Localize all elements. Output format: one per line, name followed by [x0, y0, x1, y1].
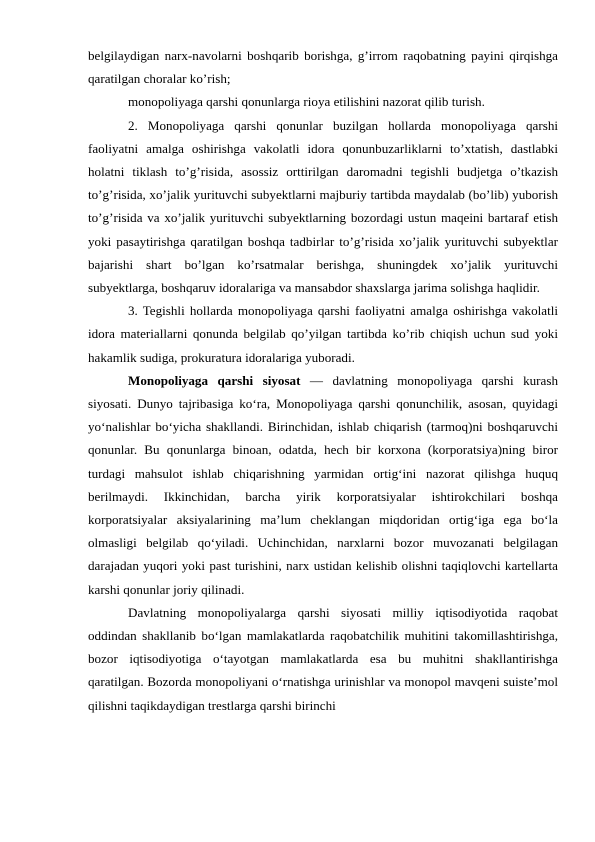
term-antimonopoly-policy: Monopoliyaga qarshi siyosat: [128, 372, 301, 388]
paragraph-antimonopoly-policy: [88, 369, 558, 601]
document-page: [88, 44, 558, 717]
paragraph-point-3: 3. Tegishli hollarda monopoliyaga qarshi faoliyatni amalga oshirishga vakolatli idora materiallarni qonunda belgilab qo’yilgan tartibda ko’rib chiqish uchun sud yoki hakamlik sudiga, prokuratura idoralariga yuboradi.: [88, 303, 558, 365]
paragraph-monitoring: monopoliyaga qarshi qonunlarga rioya etilishini nazorat qilib turish.: [128, 94, 485, 110]
paragraph-point-2: 2. Monopoliyaga qarshi qonunlar buzilgan hollarda monopoliyaga qarshi faoliyatni amalga oshirishga vakolatli idora qonunbuzarliklarni to’xtatish, dastlabki holatni tiklash to’g’risida, asossiz orttirilgan daromadni tegishli budjetga o’tkazish to’g’risida, xo’jalik yurituvchi subyektlarni majburiy tartibda maydalab (bo’lib) yuborish to’g’risida va xo’jalik yurituvchi subyektlarning bozordagi ustun maqeini bartaraf etish yoki pasaytirishga qaratilgan boshqa tadbirlar to’g’risida xo’jalik yurituvchi subyektlar bajarishi shart bo’lgan ko’rsatmalar berishga, shuningdek xo’jalik yurituvchi subyektlarga, boshqaruv idoralariga va mansabdor shaxslarga jarima solishga haqlidir.: [88, 117, 558, 296]
paragraph-continuation: belgilaydigan narx-navolarni boshqarib borishga, g’irrom raqobatning payini qirqishga qaratilgan choralar ko’rish;: [88, 48, 558, 87]
definition-text: — davlatning monopoliyaga qarshi kurash siyosati. Dunyo tajribasiga koʻra, Monopoliyaga qarshi qonunchilik, asosan, quyidagi yoʻnalishlar boʻyicha shakllandi. Birinchidan, ishlab chiqarish (tarmoq)ni boshqaruvchi qonunlar. Bu qonunlarga binoan, odatda, hech bir korxona (korporatsiya)ning biror turdagi mahsulot ishlab chiqarishning yarmidan ortigʻini nazorat qilishga huquq berilmaydi. Ikkinchidan, barcha yirik korporatsiyalar ishtirokchilari boshqa korporatsiyalar aksiyalarining maʼlum cheklangan miqdoridan ortigʻiga ega boʻla olmasligi belgilab qoʻyiladi. Uchinchidan, narxlarni bozor muvozanati belgilagan darajadan yuqori yoki past turishini, narx ustidan kelishib olishni taqiqlovchi kartellarta karshi qonunlar joriy qilinadi.: [88, 372, 558, 597]
paragraph-state-policy: Davlatning monopoliyalarga qarshi siyosati milliy iqtisodiyotida raqobat oddindan shakllanib boʻlgan mamlakatlarda raqobatchilik muhitini takomillashtirishga, bozor iqtisodiyotiga oʻtayotgan mamlakatlarda esa bu muhitni shakllantirishga qaratilgan. Bozorda monopoliyani oʻrnatishga urinishlar va monopol mavqeni suisteʼmol qilishni taqikdaydigan trestlarga qarshi birinchi: [88, 604, 558, 713]
